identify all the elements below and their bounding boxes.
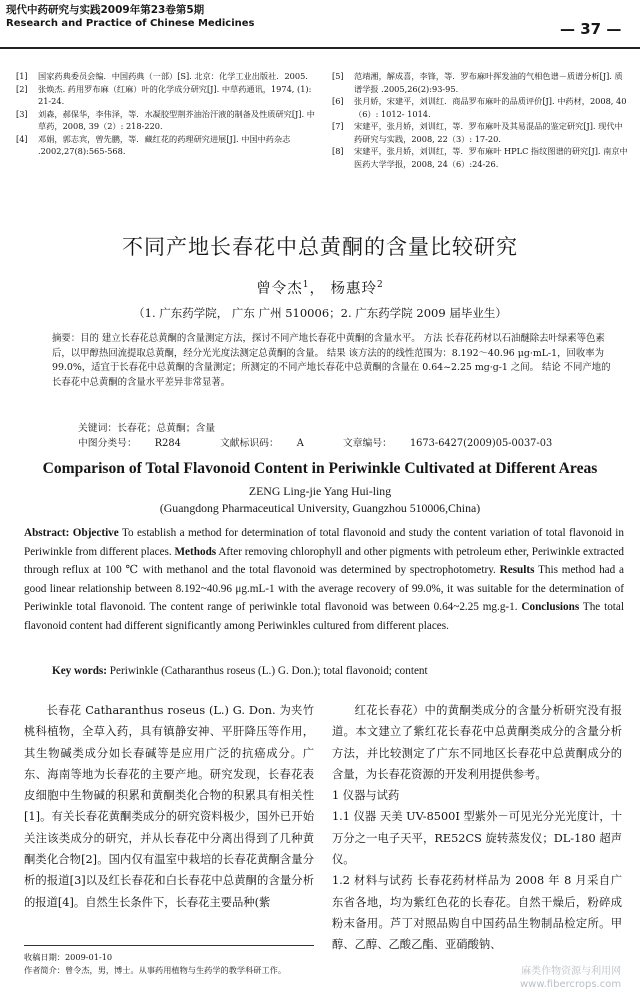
section-1-1: 1.1 仪器 天美 UV-8500I 型紫外－可见光分光光度计，十万分之一电子天平，RE52CS 旋转蒸发仪；DL-180 超声仪。 <box>332 810 622 867</box>
author-2-affiliation-mark: 2 <box>377 280 384 291</box>
reference-number: [7] <box>332 121 344 131</box>
keywords-en-text: Periwinkle (Catharanthus roseus (L.) G. Don.); total flavonoid; content <box>109 665 428 677</box>
article-title-cn: 不同产地长春花中总黄酮的含量比较研究 <box>122 235 518 259</box>
keywords-cn-text: 长春花；总黄酮；含量 <box>117 423 216 434</box>
article-no-label: 文章编号： <box>342 438 392 449</box>
author-1-affiliation-mark: 1 <box>302 280 310 291</box>
reference-item <box>16 83 316 108</box>
classification-row <box>78 435 588 449</box>
doc-code-label: 文献标识码： <box>219 438 279 449</box>
methods-label: Methods <box>174 545 217 558</box>
objective-label: Objective <box>72 527 119 539</box>
keywords-en <box>52 665 632 677</box>
keywords-en-label: Key words: <box>52 665 107 677</box>
keywords-cn <box>78 420 215 434</box>
reference-text: 张月娇，宋建平，刘训红．商品罗布麻叶的品质评价[J]. 中药材，2008, 40（6）: 1012- 1014. <box>354 96 627 119</box>
reference-number: [2] <box>16 83 28 94</box>
abstract-cn-label: 摘要： <box>52 333 81 344</box>
reference-text: 宋建平，张月娇，刘训红，等．罗布麻叶及其易混品的鉴定研究[J]. 现代中药研究与实践，2008, 22（3）: 17-20. <box>354 121 623 144</box>
objective-text: To establish a method for determination of total flavonoid and study the content variation of total flavonoid in Periwinkle from different places. <box>24 527 624 558</box>
reference-item <box>16 70 316 83</box>
reference-text: 邓娟，郭志宾，曾先鹏，等．藏红花的药理研究进展[J]. 中国中药杂志 .2002,27(8):565-568. <box>38 133 291 156</box>
footnote-received: 收稿日期：2009-01-10 <box>24 952 113 962</box>
reference-number: [5] <box>332 71 344 81</box>
authors-cn <box>0 277 640 298</box>
reference-number: [8] <box>332 146 344 156</box>
watermark-line-1: 麻类作物资源与利用网 <box>521 966 622 977</box>
author-1: 曾令杰 <box>256 281 303 297</box>
document-code <box>220 438 322 449</box>
intro-paragraph-continued: 红花长春花）中的黄酮类成分的含量分析研究没有报道。本文建立了紫红花长春花中总黄酮类成分的含量分析方法，并比较测定了广东不同地区长春花中总黄酮成分的含量，为长春花资源的开发利用提供参考。 <box>332 704 622 781</box>
clc-label: 中图分类号： <box>78 438 137 449</box>
reference-text: 国家药典委员会编．中国药典（一部）[S]. 北京：化学工业出版社．2005. <box>38 71 308 81</box>
authors-en: ZENG Ling-jie Yang Hui-ling <box>248 484 392 498</box>
article-number <box>343 438 570 449</box>
clc-value: R284 <box>154 438 181 449</box>
intro-paragraph: 长春花 Catharanthus roseus (L.) G. Don. 为夹竹桃科植物，全草入药，具有镇静安神、平肝降压等作用，其生物碱类成分如长春碱等是应用广泛的抗癌成分。广东、海南等地为长春花的主要产地。研究发现，长春花表皮细胞中生物碱的积累和黄酮类化合物的积累具有相关性[1]。有关长春花黄酮类成分的研究资料极少，国外已开始关注该类成分的研究，并从长春花中分离出得到了几种黄酮类化合物[2]。国内仅有温室中栽培的长春花黄酮含量分析的报道[3]以及红长春花和白长春花中总黄酮的含量分析的报道[4]。自然生长条件下，长春花主要品种(紫 <box>24 704 314 909</box>
reference-item <box>332 70 628 95</box>
references-right-column <box>332 70 628 170</box>
abstract-en-label: Abstract: <box>24 527 70 539</box>
body-left-column <box>24 700 314 913</box>
footnote-author-info: 作者简介：曾令杰，男，博士。从事药用植物与生药学的教学科研工作。 <box>24 965 287 975</box>
reference-item <box>16 133 316 158</box>
affiliation-en: (Guangdong Pharmaceutical University, Guangzhou 510006,China) <box>159 501 481 515</box>
reference-text: 刘森，郝保华，李伟泽，等．水凝胶型荆芥油治汗液的制备及性质研究[J]. 中草药，2008, 39（2）: 218-220. <box>38 108 315 131</box>
results-text: This method had a good linear relationship between 8.192~40.96 μg.mL-1 with the average recovery of 99.0%, it was suitable for the determination of Periwinkle total flavonoid. The content range of periwinkle total flavonoid was between 0.64~2.25 mg.g-1. <box>24 564 624 613</box>
reference-item <box>332 145 628 170</box>
journal-name-en: Research and Practice of Chinese Medicines <box>6 18 255 29</box>
abstract-cn <box>52 332 612 390</box>
journal-header <box>6 4 255 30</box>
methods-text: After removing chlorophyll and other pigments with petroleum ether, Periwinkle extracted through reflux at 100 ℃ with methanol and the total flavonoid was determined by spectrophotometry. <box>24 545 624 576</box>
reference-item <box>332 120 628 145</box>
reference-text: 宋建平，张月娇，刘训红，等．罗布麻叶 HPLC 指纹图谱的研究[J]. 南京中医药大学学报，2008, 24（6）:24-26. <box>354 146 628 169</box>
keywords-cn-label: 关键词： <box>78 423 118 434</box>
conclusions-label: Conclusions <box>521 601 580 613</box>
section-1-heading: 1 仪器与试药 <box>332 789 400 803</box>
reference-number: [6] <box>332 96 344 106</box>
journal-name-cn: 现代中药研究与实践2009年第23卷第5期 <box>6 4 205 16</box>
affiliation-cn: （1. 广东药学院， 广东 广州 510006；2. 广东药学院 2009 届毕业生） <box>133 306 507 320</box>
watermark-line-2: www.fibercrops.com <box>520 979 622 990</box>
reference-text: 张焕杰. 药用罗布麻（红麻）叶的化学成分研究[J]. 中草药通讯，1974, (1): 21-24. <box>38 83 312 106</box>
abstract-cn-text: 目的 建立长春花总黄酮的含量测定方法，探讨不同产地长春花中黄酮的含量水平。 方法 长春花药材以石油醚除去叶绿素等色素后，以甲醇热回流提取总黄酮，经分光光度法测定总黄酮的含量。 结果 该方法的的线性范围为：8.192～40.96 μg·mL-1，回收率为 99.0%，适宜于长春花中总黄酮的含量测定；所测定的不同产地长春花中总黄酮的含量在 0.64~2.25 mg·g-1 之间。 结论 不同产地的长春花中总黄酮的含量水平差异非常显著。 <box>52 333 611 388</box>
references-left-column <box>16 70 316 158</box>
watermark <box>520 965 621 991</box>
results-label: Results <box>499 564 535 576</box>
article-no-value: 1673-6427(2009)05-0037-03 <box>409 438 553 449</box>
clc-number <box>78 438 199 449</box>
reference-item <box>332 95 628 120</box>
reference-number: [3] <box>16 108 28 119</box>
reference-number: [1] <box>16 71 28 81</box>
footnote-rule <box>24 945 314 946</box>
article-title-en: Comparison of Total Flavonoid Content in Periwinkle Cultivated at Different Areas <box>42 460 598 477</box>
reference-number: [4] <box>16 133 28 144</box>
author-2: 杨惠玲 <box>330 281 378 297</box>
author-separator: ， <box>309 281 325 297</box>
abstract-en <box>24 524 624 635</box>
header-rule <box>0 47 640 49</box>
reference-item <box>16 108 316 133</box>
body-right-column <box>332 700 622 956</box>
page-number: — 37 — <box>560 20 622 38</box>
conclusions-text: The total flavonoid content had different significantly among Periwinkles cultured from different places. <box>24 601 624 632</box>
section-1-2: 1.2 材料与试药 长春花药材样品为 2008 年 8 月采自广东省各地，均为紫红色花的长春花。自然干燥后，粉碎成粉末备用。芦丁对照品购自中国药品生物制品检定所。甲醇、乙醇、乙酸乙酯、亚硝酸钠、 <box>332 874 622 952</box>
doc-code-value: A <box>296 438 304 449</box>
reference-text: 范靖湘，解成喜，李锋，等．罗布麻叶挥发油的气相色谱－质谱分析[J]. 质谱学报 .2005,26(2):93-95. <box>354 71 623 94</box>
